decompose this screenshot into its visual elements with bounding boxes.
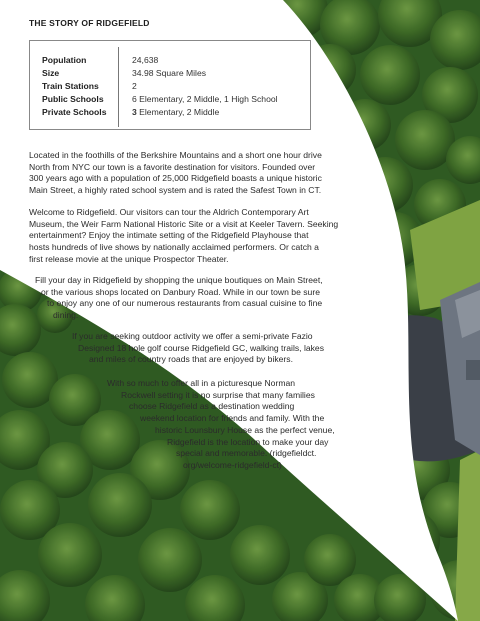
paragraph-line: Fill your day in Ridgefield by shopping the unique boutiques on Main Street,	[35, 275, 323, 285]
outdoor-paragraph	[72, 331, 324, 366]
fact-label: Private Schools	[42, 107, 107, 117]
paragraph-line: Rockwell setting it is no surprise that many families	[121, 389, 315, 400]
fact-value: 6 Elementary, 2 Middle, 1 High School	[132, 94, 278, 104]
paragraph-line: If you are seeking outdoor activity we offer a semi-private Fazio	[72, 331, 313, 341]
fact-value	[132, 107, 219, 117]
town-facts-box	[29, 40, 311, 130]
paragraph-line: Welcome to Ridgefield. Our visitors can tour the Aldrich Contemporary Art	[29, 207, 309, 217]
fact-value: 34.98 Square Miles	[132, 68, 207, 78]
paragraph-line: dining.	[53, 310, 79, 321]
paragraph-line: first release movie at the unique Prospector Theater.	[29, 253, 229, 264]
paragraph-line: and miles of country roads that are enjoyed by bikers.	[89, 354, 293, 365]
fact-value-rest: Elementary, 2 Middle	[136, 107, 220, 117]
paragraph-line: to enjoy any one of our numerous restaurants from casual cuisine to fine	[47, 298, 323, 309]
paragraph-line: entertainment? Enjoy the intimate setting of the Ridgefield Playhouse that	[29, 230, 309, 241]
fact-label: Size	[42, 68, 60, 78]
paragraph-line: historic Lounsbury House as the perfect venue,	[155, 424, 335, 435]
shopping-paragraph	[29, 275, 323, 322]
paragraph-line: With so much to offer all in a picturesque Norman	[107, 378, 296, 388]
paragraph-line: North from NYC our town is a favorite destination for visitors. Founded over	[29, 161, 316, 172]
wedding-paragraph	[107, 378, 335, 472]
paragraph-line: choose Ridgefield as a destination wedding	[129, 401, 295, 412]
paragraph-line: Museum, the Weir Farm National Historic Site or a visit at Keeler Tavern. Seeking	[29, 218, 339, 229]
fact-value: 2	[132, 81, 137, 91]
paragraph-line: or the various shops located on Danbury Road. While in our town be sure	[41, 286, 320, 297]
paragraph-line: weekend location for friends and family. With the	[140, 413, 325, 424]
paragraph-line: org/welcome-ridgefield-ct)	[183, 459, 282, 470]
page-title: THE STORY OF RIDGEFIELD	[29, 18, 150, 28]
paragraph-line: Designed 18 hole golf course Ridgefield GC, walking trails, lakes	[78, 342, 325, 353]
fact-label: Population	[42, 55, 87, 65]
paragraph-line: hosts hundreds of live shows by nationally acclaimed performers. Or catch a	[29, 242, 319, 253]
intro-paragraph	[29, 150, 322, 197]
fact-value-bold: 3	[132, 107, 137, 117]
attractions-paragraph	[29, 207, 338, 266]
fact-value: 24,638	[132, 55, 159, 65]
paragraph-line: Located in the foothills of the Berkshire Mountains and a short one hour drive	[29, 150, 322, 160]
fact-label: Train Stations	[42, 81, 99, 91]
paragraph-line: Ridgefield is the location to make your day	[167, 436, 329, 447]
paragraph-line: Main Street, a highly rated school system and is rated the Safest Town in CT.	[29, 185, 322, 196]
fact-label: Public Schools	[42, 94, 104, 104]
facts-divider	[118, 47, 119, 127]
paragraph-line: 300 years ago with a population of 25,000 Ridgefield boasts a unique historic	[29, 173, 322, 184]
paragraph-line: special and memorable. (ridgefieldct.	[176, 448, 317, 459]
